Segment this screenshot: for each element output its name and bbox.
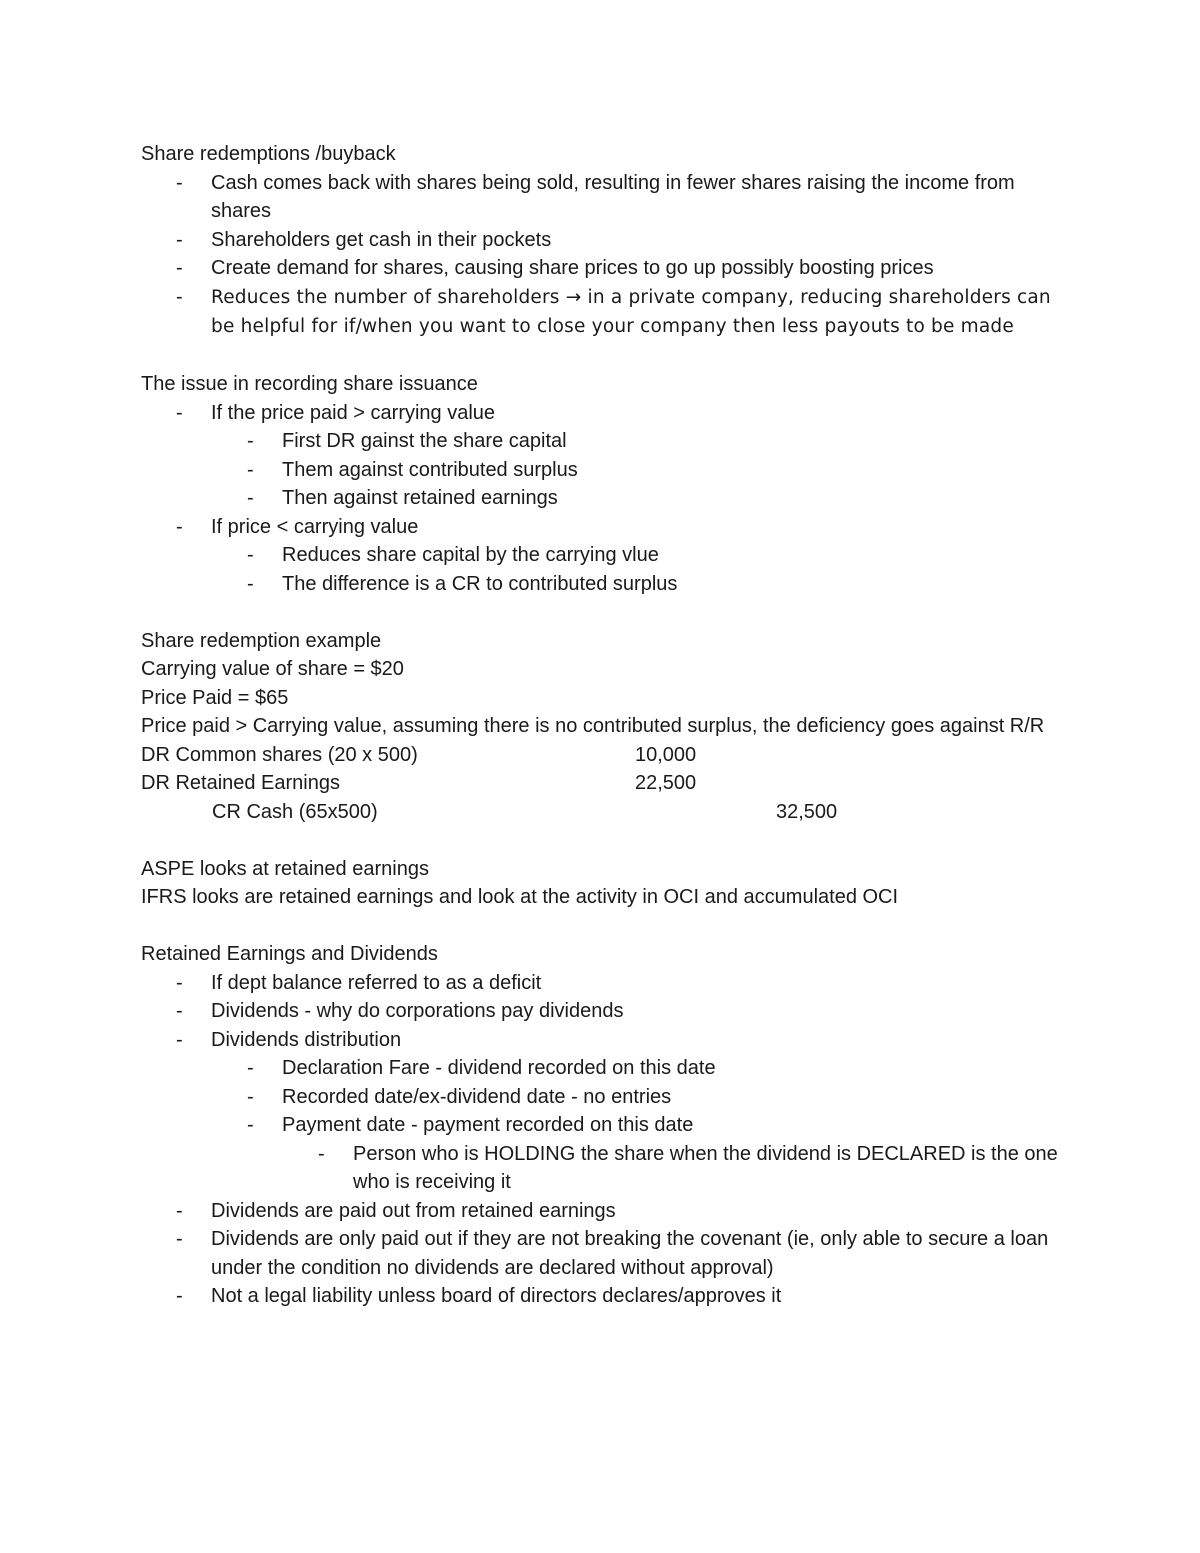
- journal-account: DR Common shares (20 x 500): [141, 743, 418, 766]
- list-item-text: If dept balance referred to as a deficit: [211, 971, 542, 994]
- list-item: [141, 1225, 1061, 1282]
- dash-bullet: -: [247, 1114, 254, 1136]
- list-item: [211, 1054, 1061, 1083]
- list-item: [141, 1026, 1061, 1197]
- list-item-text: First DR gainst the share capital: [282, 430, 567, 452]
- journal-debit: 22,500: [635, 772, 697, 794]
- list-item: [211, 1111, 1061, 1197]
- dash-bullet: -: [176, 515, 183, 538]
- dash-bullet: -: [247, 430, 254, 452]
- list-item: [141, 283, 1061, 342]
- dash-bullet: -: [176, 171, 183, 194]
- dash-bullet: -: [176, 1028, 183, 1051]
- dash-bullet: -: [247, 1085, 254, 1108]
- list-item: [141, 169, 1061, 226]
- list-item: [211, 541, 1061, 570]
- list-item: [211, 570, 1061, 599]
- nested-bullet-list: [211, 541, 1061, 598]
- journal-account: DR Retained Earnings: [141, 772, 340, 794]
- dash-bullet: -: [176, 1000, 183, 1022]
- list-item: [141, 399, 1061, 513]
- list-item-text: Dividends - why do corporations pay dividends: [211, 1000, 624, 1022]
- list-item-text: Recorded date/ex-dividend date - no entries: [282, 1085, 672, 1108]
- list-item-text: Then against retained earnings: [282, 487, 558, 509]
- list-item-text: Declaration Fare - dividend recorded on this date: [282, 1057, 716, 1079]
- list-item: [211, 484, 1061, 513]
- spacer: [141, 826, 1061, 855]
- list-item-text: If the price paid > carrying value: [211, 401, 496, 424]
- spacer: [141, 912, 1061, 941]
- list-item-text: Dividends are only paid out if they are not breaking the covenant (ie, only able to secure a loan under the condition no dividends are declared without approval): [211, 1228, 1049, 1279]
- list-item-text: Them against contributed surplus: [282, 458, 578, 481]
- list-item: [141, 997, 1061, 1026]
- list-item: [141, 513, 1061, 599]
- journal-entry-row: [141, 769, 1061, 798]
- dash-bullet: -: [176, 1285, 183, 1307]
- section-heading-retained-earnings: Retained Earnings and Dividends: [141, 943, 438, 965]
- bullet-list: [141, 399, 1061, 599]
- dash-bullet: -: [176, 285, 183, 308]
- dash-bullet: -: [247, 544, 254, 566]
- example-price-paid: Price Paid = $65: [141, 686, 289, 709]
- dash-bullet: -: [176, 257, 183, 279]
- dash-bullet: -: [247, 572, 254, 595]
- nested-bullet-list: [211, 1054, 1061, 1197]
- dash-bullet: -: [176, 1228, 183, 1250]
- list-item-text: Reduces the number of shareholders → in a private company, reducing shareholders can be helpful for if/when you want to close your company then less payouts to be made: [211, 286, 1051, 337]
- example-explanation: Price paid > Carrying value, assuming there is no contributed surplus, the deficiency goes against R/R: [141, 715, 1045, 737]
- list-item-text: Not a legal liability unless board of directors declares/approves it: [211, 1285, 782, 1307]
- list-item-text: Shareholders get cash in their pockets: [211, 228, 552, 251]
- list-item-text: Dividends distribution: [211, 1028, 402, 1051]
- journal-credit: 32,500: [776, 800, 838, 823]
- section-heading-redemption-example: Share redemption example: [141, 629, 382, 652]
- list-item-text: Create demand for shares, causing share prices to go up possibly boosting prices: [211, 257, 934, 279]
- list-item: [141, 1197, 1061, 1226]
- dash-bullet: -: [247, 458, 254, 481]
- journal-entry-row: [141, 741, 1061, 770]
- dash-bullet: -: [176, 1199, 183, 1222]
- dash-bullet: -: [247, 1057, 254, 1079]
- journal-account: CR Cash (65x500): [212, 800, 378, 823]
- list-item-text: Reduces share capital by the carrying vlue: [282, 544, 659, 566]
- document-body: [141, 140, 1061, 1311]
- list-item: [141, 1282, 1061, 1311]
- list-item: [141, 254, 1061, 283]
- dash-bullet: -: [247, 487, 254, 509]
- spacer: [141, 342, 1061, 371]
- spacer: [141, 598, 1061, 627]
- list-item-text: Payment date - payment recorded on this date: [282, 1114, 694, 1136]
- list-item-text: If price < carrying value: [211, 515, 419, 538]
- bullet-list: [141, 969, 1061, 1311]
- section-heading-share-redemptions: Share redemptions /buyback: [141, 143, 396, 165]
- nested-bullet-list: [282, 1140, 1061, 1197]
- list-item: [211, 1083, 1061, 1112]
- dash-bullet: -: [176, 401, 183, 424]
- list-item-text: Cash comes back with shares being sold, resulting in fewer shares raising the income from shares: [211, 171, 1015, 222]
- list-item: [211, 456, 1061, 485]
- dash-bullet: -: [176, 228, 183, 251]
- list-item-text: The difference is a CR to contributed surplus: [282, 572, 678, 595]
- journal-debit: 10,000: [635, 743, 697, 766]
- example-carrying-value: Carrying value of share = $20: [141, 658, 404, 680]
- dash-bullet: -: [318, 1142, 325, 1165]
- list-item-text: Person who is HOLDING the share when the dividend is DECLARED is the one who is receiving it: [353, 1142, 1058, 1193]
- dash-bullet: -: [176, 971, 183, 994]
- list-item: [211, 427, 1061, 456]
- ifrs-note: IFRS looks are retained earnings and look at the activity in OCI and accumulated OCI: [141, 886, 899, 908]
- aspe-note: ASPE looks at retained earnings: [141, 857, 429, 880]
- nested-bullet-list: [211, 427, 1061, 513]
- bullet-list: [141, 169, 1061, 342]
- journal-entry-row: [141, 798, 1061, 827]
- list-item-text: Dividends are paid out from retained earnings: [211, 1199, 616, 1222]
- section-heading-share-issuance: The issue in recording share issuance: [141, 373, 478, 395]
- list-item: [282, 1140, 1061, 1197]
- list-item: [141, 226, 1061, 255]
- list-item: [141, 969, 1061, 998]
